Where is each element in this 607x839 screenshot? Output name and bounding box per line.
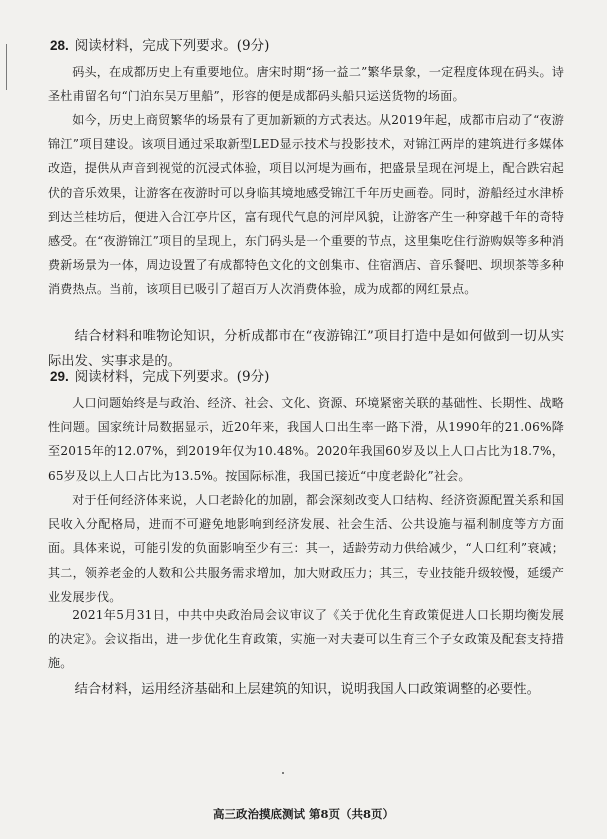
- q29-material-paragraph-3: 2021年5月31日，中共中央政治局会议审议了《关于优化生育政策促进人口长期均衡发展的决定》。会议指出，进一步优化生育政策，实施一对夫妻可以生育三个子女政策及配套支持措施。: [48, 608, 564, 671]
- q29-material-paragraph-1: 人口问题始终是与政治、经济、社会、文化、资源、环境紧密关联的基础性、长期性、战略性问题。国家统计局数据显示，近20年来，我国人口出生率一路下滑，从1990年的21.06%降至2015年的12.07%，到2019年仅为10.48%。2020年我国60岁及以上人口占比为18.7%，65岁及以上人口占比为13.5%。按国际标准，我国已接近“中度老龄化”社会。: [48, 396, 564, 483]
- question-instruction: 阅读材料，完成下列要求。(9分): [74, 369, 270, 385]
- stray-dot: [282, 772, 284, 774]
- q28-task: 结合材料和唯物论知识，分析成都市在“夜游锦江”项目打造中是如何做到一切从实际出发、实事求是的。: [48, 329, 564, 369]
- question-number: 28.: [50, 38, 69, 53]
- question-instruction: 阅读材料，完成下列要求。(9分): [74, 38, 270, 54]
- margin-mark: [6, 44, 7, 90]
- q29-task: 结合材料，运用经济基础和上层建筑的知识，说明我国人口政策调整的必要性。: [74, 682, 540, 697]
- question-28-header: [50, 37, 269, 55]
- question-number: 29.: [50, 369, 69, 384]
- q29-material-paragraph-2: 对于任何经济体来说，人口老龄化的加剧，都会深刻改变人口结构、经济资源配置关系和国民收入分配格局，进而不可避免地影响到经济发展、社会生活、公共设施与福利制度等方方面面。具体来说，可能引发的负面影响至少有三：其一，适龄劳动力供给减少，“人口红利”衰减；其二，领养老金的人数和公共服务需求增加，加大财政压力；其三，专业技能升级较慢，延缓产业发展步伐。: [48, 493, 564, 604]
- question-29-header: [50, 368, 269, 386]
- q28-material-paragraph-1: 码头，在成都历史上有重要地位。唐宋时期“扬一益二”繁华景象，一定程度体现在码头。诗圣杜甫留名句“门泊东吴万里船”，形容的便是成都码头船只运送货物的场面。: [48, 65, 564, 104]
- page-footer: 高三政治摸底测试 第8页（共8页）: [212, 807, 394, 821]
- q28-material-paragraph-2: 如今，历史上商贸繁华的场景有了更加新颖的方式表达。从2019年起，成都市启动了“夜游锦江”项目建设。该项目通过采取新型LED显示技术与投影技术，对锦江两岸的建筑进行多媒体改造，提供从声音到视觉的沉浸式体验，项目以河堤为画布，把盛景呈现在河堤上，配合跌宕起伏的音乐效果，让游客在夜游时可以身临其境地感受锦江千年历史画卷。同时，游船经过水津桥到达兰桂坊后，便进入合江亭片区，富有现代气息的河岸风貌，让游客产生一种穿越千年的奇特感受。在“夜游锦江”项目的呈现上，东门码头是一个重要的节点，这里集吃住行游购娱等多种消费新场景为一体，周边设置了有成都特色文化的文创集市、住宿酒店、音乐餐吧、坝坝茶等多种消费热点。当前，该项目已吸引了超百万人次消费体验，成为成都的网红景点。: [48, 113, 564, 297]
